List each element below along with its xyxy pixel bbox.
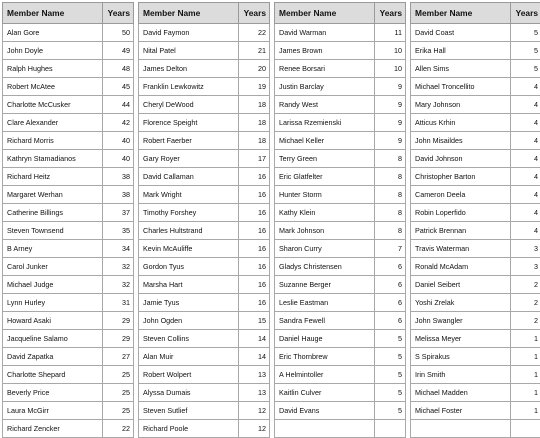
years-cell: 5 xyxy=(375,366,406,384)
member-name-cell: Ralph Hughes xyxy=(3,60,103,78)
years-cell: 40 xyxy=(103,132,134,150)
member-name-cell: Clare Alexander xyxy=(3,114,103,132)
member-name-cell: Charles Hultstrand xyxy=(139,222,239,240)
table-row xyxy=(275,222,406,240)
table-row xyxy=(411,204,540,222)
table-row xyxy=(275,132,406,150)
table-row xyxy=(411,60,540,78)
table-row xyxy=(275,60,406,78)
years-cell: 8 xyxy=(375,186,406,204)
member-table-2 xyxy=(138,2,270,438)
table-row xyxy=(139,42,270,60)
table-row xyxy=(3,186,134,204)
member-name-cell: Daniel Seibert xyxy=(411,276,511,294)
member-name-cell: Hunter Storm xyxy=(275,186,375,204)
member-name-cell: Michael Judge xyxy=(3,276,103,294)
member-name-cell: Kevin McAuliffe xyxy=(139,240,239,258)
years-cell: 9 xyxy=(375,96,406,114)
table-row xyxy=(3,240,134,258)
years-cell: 5 xyxy=(511,60,540,78)
years-cell: 4 xyxy=(511,186,540,204)
table-row xyxy=(3,348,134,366)
years-cell: 8 xyxy=(375,222,406,240)
years-cell: 42 xyxy=(103,114,134,132)
years-cell: 4 xyxy=(511,96,540,114)
table-row xyxy=(139,24,270,42)
member-name-cell: Travis Waterman xyxy=(411,240,511,258)
years-cell: 4 xyxy=(511,132,540,150)
member-name-cell: Jacqueline Salamo xyxy=(3,330,103,348)
member-name-cell: Sandra Fewell xyxy=(275,312,375,330)
years-cell: 25 xyxy=(103,366,134,384)
table-row xyxy=(139,258,270,276)
member-name-cell: S Spirakus xyxy=(411,348,511,366)
years-cell: 4 xyxy=(511,114,540,132)
member-name-cell: Gladys Christensen xyxy=(275,258,375,276)
table-row xyxy=(411,384,540,402)
member-name-cell: Justin Barclay xyxy=(275,78,375,96)
member-name-cell: Melissa Meyer xyxy=(411,330,511,348)
years-cell: 10 xyxy=(375,42,406,60)
table-row xyxy=(139,420,270,438)
member-name-cell: Robert McAtee xyxy=(3,78,103,96)
member-name-cell: Florence Speight xyxy=(139,114,239,132)
member-table-4 xyxy=(410,2,540,438)
years-cell: 38 xyxy=(103,168,134,186)
member-name-cell: Laura McGirr xyxy=(3,402,103,420)
table-row xyxy=(3,150,134,168)
years-cell: 34 xyxy=(103,240,134,258)
member-name-cell: Jamie Tyus xyxy=(139,294,239,312)
member-name-cell: Alan Muir xyxy=(139,348,239,366)
table-row xyxy=(411,294,540,312)
years-cell: 14 xyxy=(239,348,270,366)
table-row xyxy=(411,258,540,276)
years-cell: 5 xyxy=(511,24,540,42)
table-row xyxy=(275,96,406,114)
years-header: Years xyxy=(239,3,270,24)
member-name-cell: Marsha Hart xyxy=(139,276,239,294)
years-cell: 5 xyxy=(511,42,540,60)
member-name-cell: Beverly Price xyxy=(3,384,103,402)
years-header: Years xyxy=(511,3,540,24)
table-row xyxy=(139,384,270,402)
member-name-header: Member Name xyxy=(275,3,375,24)
table-row xyxy=(139,222,270,240)
table-row xyxy=(411,96,540,114)
member-name-cell: Erika Hall xyxy=(411,42,511,60)
member-name-cell: Randy West xyxy=(275,96,375,114)
years-cell: 1 xyxy=(511,348,540,366)
member-name-cell: Catherine Billings xyxy=(3,204,103,222)
header-row xyxy=(411,3,540,24)
years-cell: 16 xyxy=(239,294,270,312)
table-row xyxy=(3,258,134,276)
table-row xyxy=(139,96,270,114)
table-row xyxy=(3,402,134,420)
table-row xyxy=(139,204,270,222)
member-name-cell: Irin Smith xyxy=(411,366,511,384)
member-name-cell: Larissa Rzemienski xyxy=(275,114,375,132)
years-cell: 38 xyxy=(103,186,134,204)
years-cell: 15 xyxy=(239,312,270,330)
member-name-cell: Suzanne Berger xyxy=(275,276,375,294)
member-name-cell: Margaret Werhan xyxy=(3,186,103,204)
table-row xyxy=(3,204,134,222)
member-name-header: Member Name xyxy=(139,3,239,24)
member-name-cell: Alan Gore xyxy=(3,24,103,42)
years-cell: 21 xyxy=(239,42,270,60)
years-cell: 31 xyxy=(103,294,134,312)
member-name-cell: Michael Keller xyxy=(275,132,375,150)
member-name-cell: Renee Borsari xyxy=(275,60,375,78)
years-cell: 9 xyxy=(375,78,406,96)
member-name-cell: John Doyle xyxy=(3,42,103,60)
member-name-cell: Mark Johnson xyxy=(275,222,375,240)
years-cell: 16 xyxy=(239,186,270,204)
member-name-cell: Richard Morris xyxy=(3,132,103,150)
member-name-cell: Cameron Deela xyxy=(411,186,511,204)
member-name-cell: Sharon Curry xyxy=(275,240,375,258)
years-cell: 8 xyxy=(375,150,406,168)
years-cell: 1 xyxy=(511,384,540,402)
years-cell: 19 xyxy=(239,78,270,96)
years-cell: 5 xyxy=(375,384,406,402)
table-row xyxy=(139,168,270,186)
member-name-cell: Charlotte Shepard xyxy=(3,366,103,384)
table-row xyxy=(3,420,134,438)
years-cell: 49 xyxy=(103,42,134,60)
member-table-1 xyxy=(2,2,134,438)
years-cell: 32 xyxy=(103,258,134,276)
years-cell: 16 xyxy=(239,168,270,186)
years-cell: 6 xyxy=(375,258,406,276)
member-name-cell: Michael Madden xyxy=(411,384,511,402)
years-cell: 9 xyxy=(375,132,406,150)
table-row xyxy=(275,276,406,294)
years-cell: 8 xyxy=(375,204,406,222)
member-name-cell: Mark Wright xyxy=(139,186,239,204)
table-row xyxy=(3,60,134,78)
table-row xyxy=(275,186,406,204)
member-name-cell: Cheryl DeWood xyxy=(139,96,239,114)
member-name-cell: Kathy Klein xyxy=(275,204,375,222)
table-row xyxy=(411,132,540,150)
member-name-cell: David Warman xyxy=(275,24,375,42)
table-row xyxy=(275,42,406,60)
table-row xyxy=(275,402,406,420)
table-row xyxy=(275,420,406,438)
member-name-cell: A Helmintoller xyxy=(275,366,375,384)
years-cell: 9 xyxy=(375,114,406,132)
header-row xyxy=(275,3,406,24)
years-cell: 22 xyxy=(239,24,270,42)
years-cell: 13 xyxy=(239,384,270,402)
member-name-cell: Allen Sims xyxy=(411,60,511,78)
table-row xyxy=(139,240,270,258)
member-name-cell: John Ogden xyxy=(139,312,239,330)
member-name-cell: Ronald McAdam xyxy=(411,258,511,276)
years-cell: 32 xyxy=(103,276,134,294)
table-row xyxy=(411,348,540,366)
years-cell: 17 xyxy=(239,150,270,168)
member-name-cell: Howard Asaki xyxy=(3,312,103,330)
member-name-cell: Eric Thornbrew xyxy=(275,348,375,366)
table-row xyxy=(275,384,406,402)
years-cell: 4 xyxy=(511,204,540,222)
years-cell: 4 xyxy=(511,168,540,186)
table-row xyxy=(3,276,134,294)
years-cell: 16 xyxy=(239,240,270,258)
years-cell: 6 xyxy=(375,276,406,294)
member-name-cell: Robert Faerber xyxy=(139,132,239,150)
years-cell: 3 xyxy=(511,240,540,258)
header-row xyxy=(3,3,134,24)
years-cell: 37 xyxy=(103,204,134,222)
table-row xyxy=(139,276,270,294)
years-cell: 7 xyxy=(375,240,406,258)
member-name-cell: Atticus Krhin xyxy=(411,114,511,132)
table-row xyxy=(411,330,540,348)
table-row xyxy=(3,42,134,60)
years-cell: 5 xyxy=(375,330,406,348)
years-cell xyxy=(375,420,406,438)
table-row xyxy=(411,276,540,294)
table-row xyxy=(139,402,270,420)
years-cell: 5 xyxy=(375,348,406,366)
table-row xyxy=(275,78,406,96)
years-cell: 48 xyxy=(103,60,134,78)
years-cell: 12 xyxy=(239,402,270,420)
member-name-cell: Richard Heitz xyxy=(3,168,103,186)
table-row xyxy=(411,420,540,438)
member-name-cell: David Coast xyxy=(411,24,511,42)
table-row xyxy=(411,240,540,258)
table-row xyxy=(139,114,270,132)
table-row xyxy=(3,330,134,348)
years-cell: 1 xyxy=(511,366,540,384)
member-name-header: Member Name xyxy=(411,3,511,24)
table-row xyxy=(3,78,134,96)
years-cell: 16 xyxy=(239,276,270,294)
table-row xyxy=(3,294,134,312)
member-name-cell: Gary Royer xyxy=(139,150,239,168)
member-name-cell: Charlotte McCusker xyxy=(3,96,103,114)
member-name-cell: Daniel Hauge xyxy=(275,330,375,348)
table-row xyxy=(275,240,406,258)
table-row xyxy=(139,294,270,312)
years-cell: 6 xyxy=(375,312,406,330)
member-name-cell: Eric Glatfelter xyxy=(275,168,375,186)
table-row xyxy=(3,96,134,114)
table-row xyxy=(411,150,540,168)
table-row xyxy=(411,114,540,132)
member-name-cell: Timothy Forshey xyxy=(139,204,239,222)
member-name-cell: Steven Townsend xyxy=(3,222,103,240)
member-name-cell: John Swangler xyxy=(411,312,511,330)
member-name-cell: Steven Collins xyxy=(139,330,239,348)
member-name-cell: Carol Junker xyxy=(3,258,103,276)
member-name-cell: Michael Foster xyxy=(411,402,511,420)
member-name-cell: David Zapatka xyxy=(3,348,103,366)
table-row xyxy=(139,150,270,168)
table-row xyxy=(275,366,406,384)
table-row xyxy=(3,132,134,150)
table-row xyxy=(139,348,270,366)
years-cell: 22 xyxy=(103,420,134,438)
member-name-cell: John Misaildes xyxy=(411,132,511,150)
table-row xyxy=(275,150,406,168)
table-row xyxy=(3,168,134,186)
years-cell xyxy=(511,420,540,438)
member-name-cell: David Callaman xyxy=(139,168,239,186)
table-row xyxy=(275,24,406,42)
years-cell: 1 xyxy=(511,402,540,420)
member-name-cell: David Johnson xyxy=(411,150,511,168)
table-row xyxy=(275,168,406,186)
years-cell: 45 xyxy=(103,78,134,96)
years-cell: 2 xyxy=(511,276,540,294)
member-name-cell: Alyssa Dumais xyxy=(139,384,239,402)
member-name-header: Member Name xyxy=(3,3,103,24)
member-name-cell: Mary Johnson xyxy=(411,96,511,114)
table-row xyxy=(3,24,134,42)
years-cell: 44 xyxy=(103,96,134,114)
table-row xyxy=(411,222,540,240)
member-years-tables xyxy=(2,2,537,416)
member-name-cell: Robin Loperfido xyxy=(411,204,511,222)
table-row xyxy=(275,348,406,366)
years-cell: 11 xyxy=(375,24,406,42)
years-header: Years xyxy=(375,3,406,24)
table-row xyxy=(3,222,134,240)
years-cell: 2 xyxy=(511,312,540,330)
table-row xyxy=(139,186,270,204)
years-cell: 16 xyxy=(239,258,270,276)
years-cell: 13 xyxy=(239,366,270,384)
member-name-cell: Yoshi Zrelak xyxy=(411,294,511,312)
member-name-cell: B Arney xyxy=(3,240,103,258)
table-row xyxy=(411,402,540,420)
member-name-cell: Richard Poole xyxy=(139,420,239,438)
member-name-cell: Robert Wolpert xyxy=(139,366,239,384)
years-cell: 4 xyxy=(511,150,540,168)
table-row xyxy=(411,312,540,330)
table-row xyxy=(3,384,134,402)
years-cell: 1 xyxy=(511,330,540,348)
table-row xyxy=(411,168,540,186)
years-cell: 27 xyxy=(103,348,134,366)
years-cell: 50 xyxy=(103,24,134,42)
member-name-cell: David Evans xyxy=(275,402,375,420)
table-row xyxy=(139,78,270,96)
member-name-cell: David Faymon xyxy=(139,24,239,42)
member-name-cell: Christopher Barton xyxy=(411,168,511,186)
years-cell: 18 xyxy=(239,96,270,114)
years-cell: 10 xyxy=(375,60,406,78)
table-row xyxy=(411,78,540,96)
table-row xyxy=(275,114,406,132)
member-name-cell: Kaitlin Culver xyxy=(275,384,375,402)
member-name-cell: Kathryn Stamadianos xyxy=(3,150,103,168)
years-cell: 25 xyxy=(103,384,134,402)
member-name-cell: James Delton xyxy=(139,60,239,78)
table-row xyxy=(139,60,270,78)
member-name-cell: Patrick Brennan xyxy=(411,222,511,240)
table-row xyxy=(3,312,134,330)
table-row xyxy=(275,294,406,312)
table-row xyxy=(3,366,134,384)
years-cell: 5 xyxy=(375,402,406,420)
table-row xyxy=(411,366,540,384)
years-cell: 25 xyxy=(103,402,134,420)
table-row xyxy=(139,330,270,348)
member-name-cell: James Brown xyxy=(275,42,375,60)
years-cell: 12 xyxy=(239,420,270,438)
years-cell: 2 xyxy=(511,294,540,312)
member-name-cell xyxy=(411,420,511,438)
table-row xyxy=(275,312,406,330)
years-cell: 8 xyxy=(375,168,406,186)
years-cell: 18 xyxy=(239,114,270,132)
years-cell: 29 xyxy=(103,312,134,330)
years-cell: 4 xyxy=(511,78,540,96)
member-name-cell: Richard Zencker xyxy=(3,420,103,438)
years-cell: 16 xyxy=(239,222,270,240)
header-row xyxy=(139,3,270,24)
years-cell: 14 xyxy=(239,330,270,348)
years-cell: 29 xyxy=(103,330,134,348)
table-row xyxy=(275,258,406,276)
member-name-cell: Terry Green xyxy=(275,150,375,168)
years-cell: 16 xyxy=(239,204,270,222)
member-name-cell: Steven Sutlief xyxy=(139,402,239,420)
table-row xyxy=(411,42,540,60)
years-cell: 20 xyxy=(239,60,270,78)
member-table-3 xyxy=(274,2,406,438)
member-name-cell xyxy=(275,420,375,438)
member-name-cell: Franklin Lewkowitz xyxy=(139,78,239,96)
member-name-cell: Lynn Hurley xyxy=(3,294,103,312)
years-cell: 3 xyxy=(511,258,540,276)
member-name-cell: Michael Troncellito xyxy=(411,78,511,96)
years-cell: 35 xyxy=(103,222,134,240)
years-header: Years xyxy=(103,3,134,24)
table-row xyxy=(275,330,406,348)
years-cell: 40 xyxy=(103,150,134,168)
table-row xyxy=(139,132,270,150)
table-row xyxy=(3,114,134,132)
years-cell: 6 xyxy=(375,294,406,312)
table-row xyxy=(411,24,540,42)
years-cell: 4 xyxy=(511,222,540,240)
table-row xyxy=(139,366,270,384)
years-cell: 18 xyxy=(239,132,270,150)
member-name-cell: Gordon Tyus xyxy=(139,258,239,276)
member-name-cell: Nital Patel xyxy=(139,42,239,60)
table-row xyxy=(411,186,540,204)
member-name-cell: Leslie Eastman xyxy=(275,294,375,312)
table-row xyxy=(275,204,406,222)
table-row xyxy=(139,312,270,330)
